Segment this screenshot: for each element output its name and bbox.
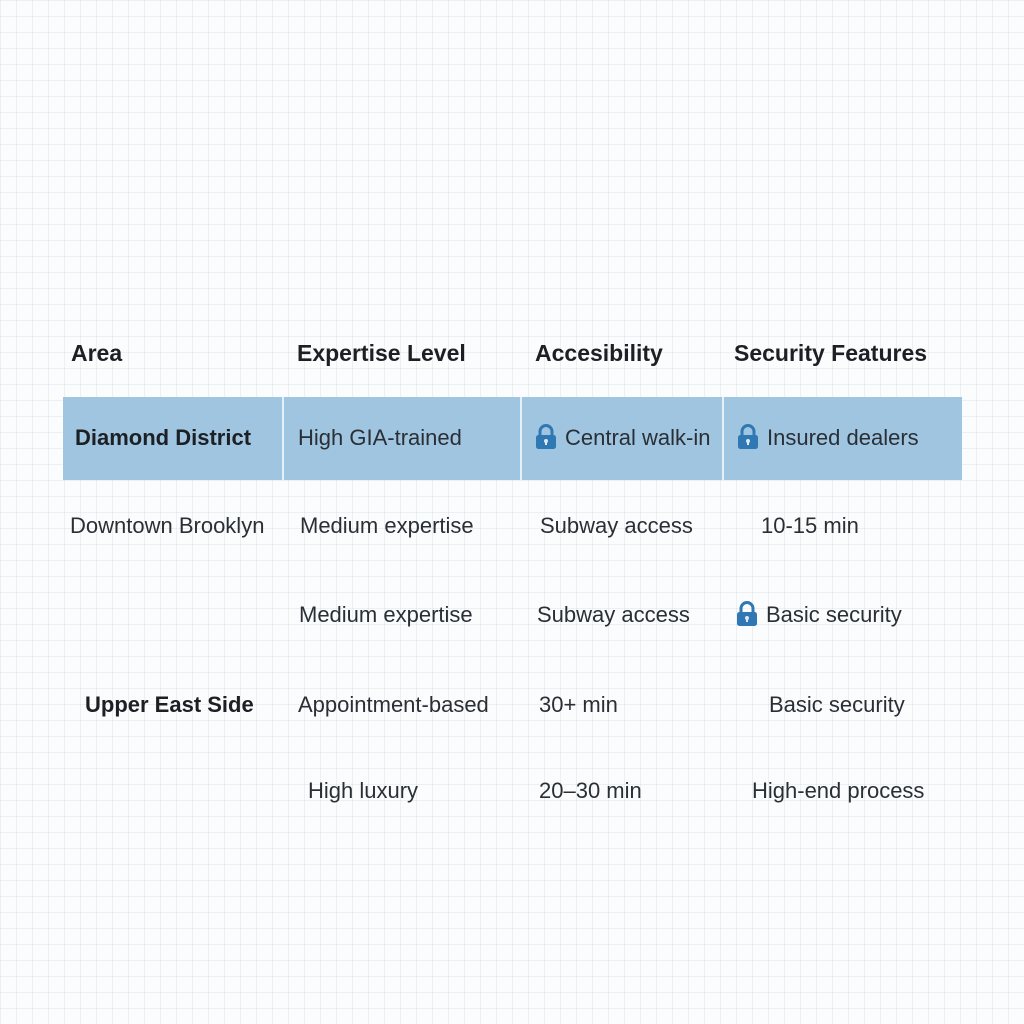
row-3-security-label: Basic security [766,602,902,627]
row-5-security: High-end process [752,778,925,803]
row-1-area: Diamond District [75,425,252,450]
row-2-area: Downtown Brooklyn [70,513,265,538]
row-1-security-label: Insured dealers [767,425,919,450]
row-3-expertise: Medium expertise [299,602,473,627]
row-3-access: Subway access [537,602,690,627]
header-accesibility: Accesibility [535,340,663,366]
row-5-expertise: High luxury [308,778,419,803]
row-2-access: Subway access [540,513,693,538]
lock-icon [736,601,758,627]
lock-icon [737,424,759,450]
header-expertise-level: Expertise Level [297,340,466,366]
row-2-expertise: Medium expertise [300,513,474,538]
row-4-area: Upper East Side [85,692,254,717]
row-1-security [737,424,919,452]
header-security-features: Security Features [734,340,928,366]
header-area: Area [71,340,123,366]
column-divider [722,397,724,480]
row-1-access [535,424,711,452]
lock-icon [535,424,557,450]
row-3-security [736,601,902,629]
row-1-expertise: High GIA-trained [298,425,462,450]
row-2-security: 10-15 min [761,513,859,538]
column-divider [282,397,284,480]
row-1-access-label: Central walk-in [565,425,711,450]
row-4-expertise: Appointment-based [298,692,489,717]
row-4-access: 30+ min [539,692,618,717]
row-5-access: 20–30 min [539,778,642,803]
column-divider [520,397,522,480]
row-4-security: Basic security [769,692,905,717]
